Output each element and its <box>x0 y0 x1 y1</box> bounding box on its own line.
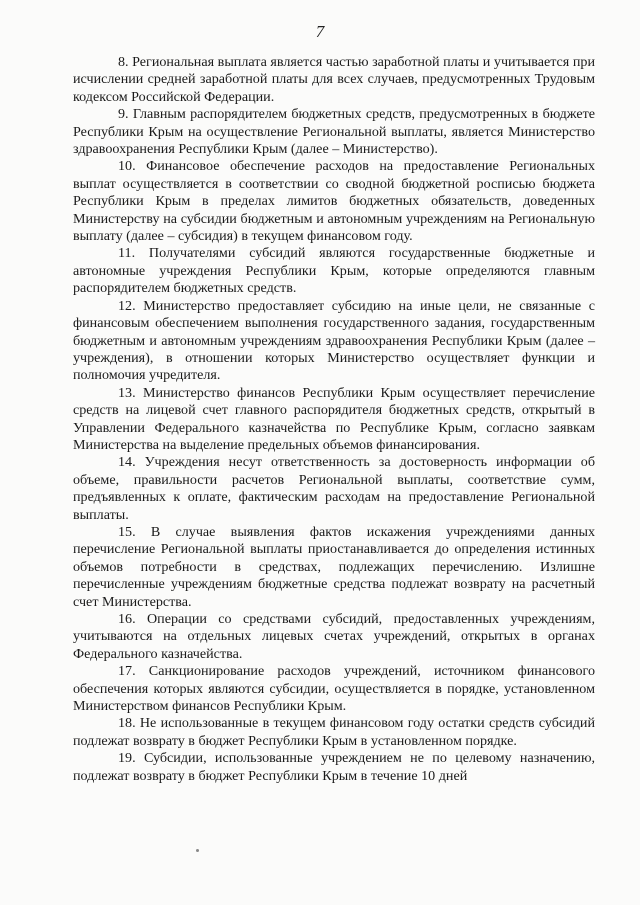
paragraph-19: 19. Субсидии, использованные учреждением не по целевому назначению, подлежат возврату в бюджет Республики Крым в течение 10 дней <box>73 750 595 784</box>
paragraph-14: 14. Учреждения несут ответственность за достоверность информации об объеме, правильности расчетов Региональной выплаты, соответствие сумм, предъявленных к оплате, фактическим расходам на предоставление Региональной выплаты. <box>73 454 595 523</box>
paragraph-8: 8. Региональная выплата является частью заработной платы и учитывается при исчислении средней заработной платы для всех случаев, предусмотренных Трудовым кодексом Российской Федерации. <box>73 54 595 105</box>
paragraph-9: 9. Главным распорядителем бюджетных средств, предусмотренных в бюджете Республики Крым на осуществление Региональной выплаты, является Министерство здравоохранения Республики Крым (далее – Министерство). <box>73 106 595 158</box>
paragraph-13: 13. Министерство финансов Республики Крым осуществляет перечисление средств на лицевой счет главного распорядителя бюджетных средств, открытый в Управлении Федерального казначейства по Республике Крым, согласно заявкам Министерства на выделение предельных объемов финансирования. <box>73 384 595 453</box>
paragraph-12: 12. Министерство предоставляет субсидию на иные цели, не связанные с финансовым обеспечением выполнения государственного задания, государственным бюджетным и автономным учреждениям здравоохранения Республики Крым (далее – учреждения), в отношении которых Министерство осуществляет функции и полномочия учредителя. <box>73 297 595 384</box>
paragraph-18: 18. Не использованные в текущем финансовом году остатки средств субсидий подлежат возврату в бюджет Республики Крым в установленном порядке. <box>73 715 595 749</box>
paragraph-17: 17. Санкционирование расходов учреждений, источником финансового обеспечения которых являются субсидии, осуществляется в порядке, установленном Министерством финансов Республики Крым. <box>73 663 595 715</box>
scan-speck <box>196 849 199 852</box>
page-number: 7 <box>315 22 325 41</box>
document-body <box>73 54 595 785</box>
paragraph-10: 10. Финансовое обеспечение расходов на предоставление Региональных выплат осуществляется в соответствии со сводной бюджетной росписью бюджета Республики Крым в пределах лимитов бюджетных обязательств, доведенных Министерству на субсидии бюджетным и автономным учреждениям на Региональную выплату (далее – субсидия) в текущем финансовом году. <box>73 158 595 245</box>
paragraph-15: 15. В случае выявления фактов искажения учреждениями данных перечисление Региональной выплаты приостанавливается до определения истинных объемов потребности в средствах, подлежащих перечислению. Излишне перечисленные учреждениям бюджетные средства подлежат возврату на расчетный счет Министерства. <box>73 523 595 610</box>
paragraph-11: 11. Получателями субсидий являются государственные бюджетные и автономные учреждения Республики Крым, которые определяются главным распорядителем бюджетных средств. <box>73 245 595 297</box>
paragraph-16: 16. Операции со средствами субсидий, предоставленных учреждениям, учитываются на отдельных лицевых счетах учреждений, открытых в органах Федерального казначейства. <box>73 611 595 662</box>
